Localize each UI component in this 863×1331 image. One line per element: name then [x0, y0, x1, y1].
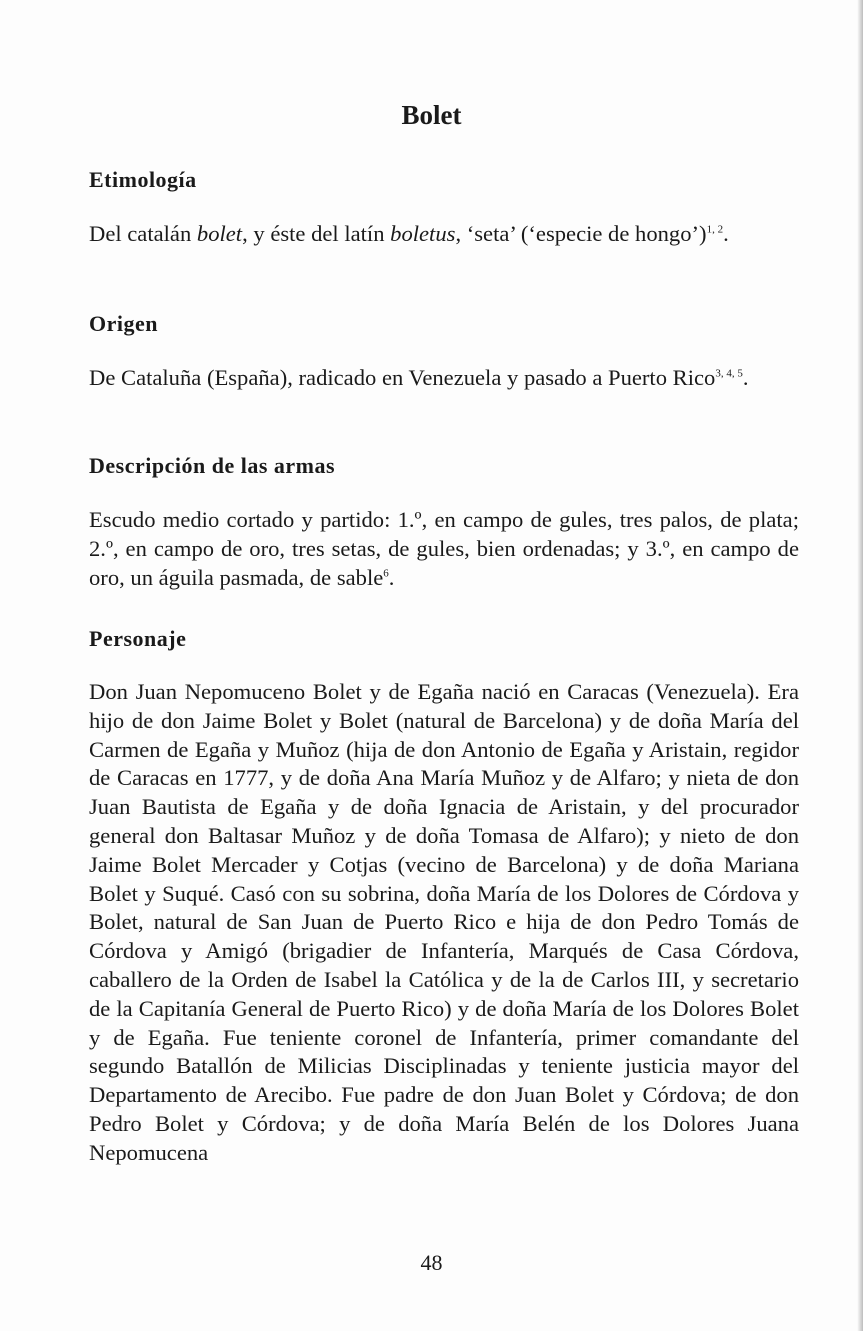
- paragraph-origen: [89, 364, 799, 393]
- heading-descripcion-armas: Descripción de las armas: [89, 453, 336, 478]
- page-number: 48: [420, 1250, 443, 1275]
- page-edge-shadow: [857, 0, 863, 1331]
- italic-term-boletus: boletus: [390, 221, 456, 246]
- text-run: .: [742, 365, 749, 390]
- text-run: .: [388, 564, 395, 590]
- paragraph-descripcion-armas: [89, 506, 799, 592]
- footnote-ref: 1, 2: [706, 223, 724, 236]
- heading-personaje: Personaje: [89, 626, 187, 651]
- text-run: De Cataluña (España), radicado en Venezuela y pasado a Puerto Rico: [89, 365, 716, 390]
- text-run: , ‘seta’ (‘especie de hongo’): [455, 221, 707, 246]
- italic-term-bolet: bolet: [196, 221, 243, 246]
- text-run: Escudo medio cortado y partido: 1.º, en campo de gules, tres palos, de plata; 2.º, en campo de oro, tres setas, de gules, bien ordenadas; y 3.º, en campo de oro, un águila pasmada, de sable: [89, 507, 799, 590]
- paragraph-etimologia: [89, 220, 799, 249]
- footnote-ref: 6: [383, 567, 389, 580]
- heading-origen: Origen: [89, 311, 158, 336]
- footnote-ref: 3, 4, 5: [715, 367, 743, 380]
- text-run: Del catalán: [89, 221, 197, 246]
- text-run: , y éste del latín: [242, 221, 391, 246]
- paragraph-personaje: Don Juan Nepomuceno Bolet y de Egaña nació en Caracas (Venezuela). Era hijo de don Jaime Bolet y Bolet (natural de Barcelona) y de doña María del Carmen de Egaña y Muñoz (hija de don Antonio de Egaña y Aristain, regidor de Caracas en 1777, y de doña Ana María Muñoz y de Alfaro; y nieta de don Juan Bautista de Egaña y de doña Ignacia de Aristain, y del procurador general don Baltasar Muñoz y de doña Tomasa de Alfaro); y nieto de don Jaime Bolet Mercader y Cotjas (vecino de Barcelona) y de doña Mariana Bolet y Suqué. Casó con su sobrina, doña María de los Dolores de Córdova y Bolet, natural de San Juan de Puerto Rico e hija de don Pedro Tomás de Córdova y Amigó (brigadier de Infantería, Marqués de Casa Córdova, caballero de la Orden de Isabel la Católica y de la de Carlos III, y secretario de la Capitanía General de Puerto Rico) y de doña María de los Dolores Bolet y de Egaña. Fue teniente coronel de Infantería, primer comandante del segundo Batallón de Milicias Disciplinadas y teniente justicia mayor del Departamento de Arecibo. Fue padre de don Juan Bolet y Córdova; de don Pedro Bolet y Córdova; y de doña María Belén de los Dolores Juana Nepomucena: [89, 679, 799, 1165]
- heading-etimologia: Etimología: [89, 167, 197, 192]
- text-run: .: [723, 221, 729, 246]
- page-title: Bolet: [401, 100, 462, 130]
